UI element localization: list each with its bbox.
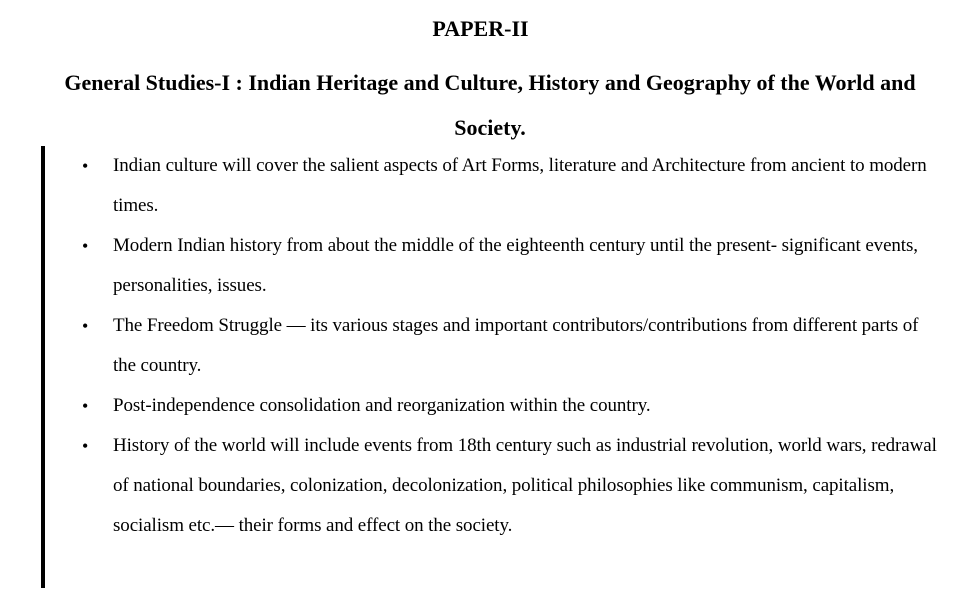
bullet-icon: • — [82, 396, 89, 416]
bullet-icon: • — [82, 236, 89, 256]
list-item-text: Indian culture will cover the salient aspects of Art Forms, literature and Architecture from ancient to modern times. — [113, 155, 927, 216]
syllabus-list — [0, 146, 961, 546]
bullet-icon: • — [82, 436, 89, 456]
list-item-text: History of the world will include events from 18th century such as industrial revolution, world wars, redrawal of national boundaries, colonization, decolonization, political philosophies like communism, capitalism, socialism etc.— their forms and effect on the society. — [113, 435, 937, 536]
bullet-icon: • — [82, 156, 89, 176]
list-item-text: Post-independence consolidation and reorganization within the country. — [113, 395, 651, 416]
list-item — [0, 226, 961, 306]
list-item — [0, 146, 961, 226]
list-item-text: Modern Indian history from about the middle of the eighteenth century until the present- significant events, personalities, issues. — [113, 235, 918, 296]
list-item — [0, 386, 961, 426]
paper-heading: PAPER-II — [432, 16, 529, 41]
bullet-icon: • — [82, 316, 89, 336]
list-item-text: The Freedom Struggle — its various stages and important contributors/contributions from different parts of the country. — [113, 315, 919, 376]
list-item — [0, 426, 961, 546]
list-item — [0, 306, 961, 386]
subject-title: General Studies-I : Indian Heritage and Culture, History and Geography of the World and Society. — [64, 70, 916, 140]
